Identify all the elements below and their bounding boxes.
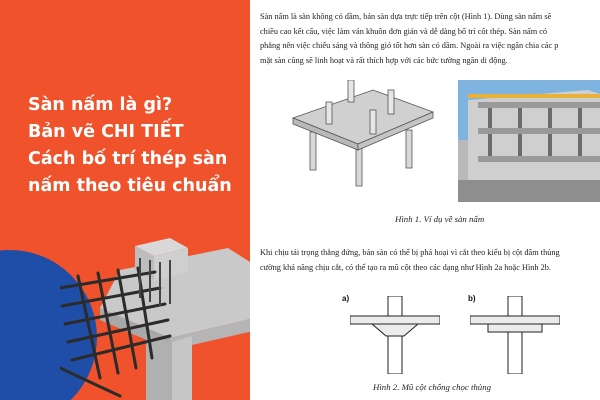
headline-line-4: nấm theo tiêu chuẩn — [28, 176, 232, 196]
intro-paragraph — [260, 10, 558, 68]
headline-line-2: Bản vẽ CHI TIẾT — [28, 122, 184, 142]
construction-photo — [458, 80, 600, 202]
mid-line-1: Khi chịu tải trọng thẳng đứng, bản sàn có thể bị phá hoại vì cắt theo kiểu bị cột đâm thủng — [260, 248, 560, 257]
mid-line-2: cường khả năng chịu cắt, có thể tạo ra mũ cột theo các dạng như Hình 2a hoặc Hình 2b. — [260, 262, 552, 272]
intro-line-1: Sàn nấm là sàn không có dầm, bản sàn dựa trực tiếp trên cột (Hình 1). Dùng sàn nấm sẽ — [260, 12, 552, 21]
column-capital-a-drawing — [350, 296, 440, 374]
headline — [28, 92, 243, 200]
figure-1-caption: Hình 1. Ví dụ về sàn nấm — [395, 214, 485, 224]
column-capital-b-drawing — [470, 296, 560, 374]
figure-2b-label: b) — [468, 294, 476, 303]
headline-line-1: Sàn nấm là gì? — [28, 95, 173, 115]
figure-2-caption: Hình 2. Mũ cột chống chọc thủng — [373, 382, 492, 392]
column-rebar-illustration — [60, 218, 275, 400]
document-page — [250, 0, 600, 400]
headline-line-3: Cách bố trí thép sàn — [28, 149, 228, 169]
mid-paragraph — [260, 246, 560, 275]
intro-line-3: phẳng nên việc chiếu sáng và thông gió tốt hơn sàn có dầm. Ngoài ra việc ngăn chia các p — [260, 41, 559, 50]
intro-line-2: chiều cao kết cấu, việc làm ván khuôn đơn giản và dễ dàng bố trí cốt thép. Sàn nấm có — [260, 26, 548, 36]
intro-line-4: mặt sàn cũng sẽ linh hoạt và rất thích hợp với các bức tường ngăn di động. — [260, 55, 508, 65]
figure-2a-label: a) — [342, 294, 350, 303]
flat-slab-drawing — [288, 80, 438, 188]
